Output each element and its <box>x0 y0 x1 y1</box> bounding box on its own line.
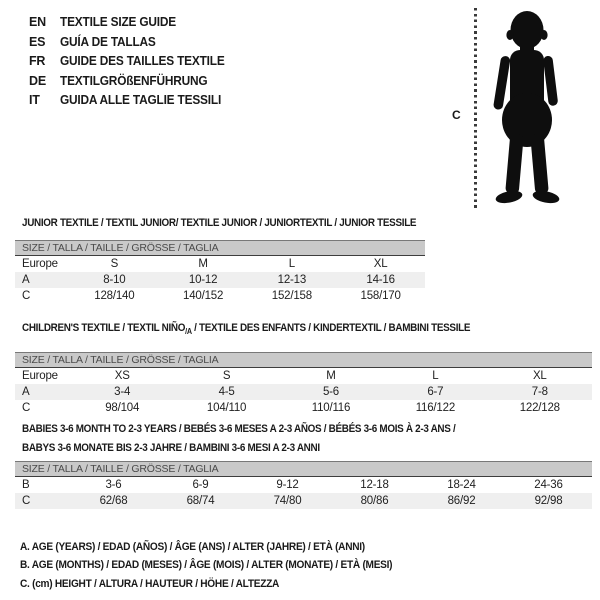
children-header-size: S <box>222 370 231 382</box>
junior-table <box>15 256 425 304</box>
row-label: B <box>22 479 30 491</box>
language-code: IT <box>29 93 40 107</box>
language-label: GUIDA ALLE TAGLIE TESSILI <box>60 93 222 107</box>
language-code: EN <box>29 15 46 29</box>
baby-silhouette-icon <box>483 7 573 209</box>
months-value: 24-36 <box>534 479 563 491</box>
language-code: DE <box>29 73 46 88</box>
junior-size-bar: SIZE / TALLA / TAILLE / GRÖSSE / TAGLIA <box>15 240 425 256</box>
babies-title-line1: BABIES 3-6 MONTH TO 2-3 YEARS / BEBÉS 3-6 MESES A 2-3 AÑOS / BÉBÉS 3-6 MOIS À 2-3 ANS / <box>22 423 456 435</box>
height-value: 80/86 <box>331 493 418 509</box>
row-label: C <box>22 402 31 414</box>
language-title-block <box>29 13 233 111</box>
language-code: FR <box>29 54 46 68</box>
footnote-height: C. (cm) HEIGHT / ALTURA / HAUTEUR / HÖHE / ALTEZZA <box>20 577 280 590</box>
children-header-size: XL <box>532 370 547 382</box>
babies-row-height <box>15 493 592 509</box>
language-row-de <box>29 72 233 92</box>
children-section-title <box>22 319 470 342</box>
babies-title-line2: BABYS 3-6 MONATE BIS 2-3 JAHRE / BAMBINI 3-6 MESI A 2-3 ANNI <box>22 441 320 454</box>
junior-header-size: S <box>110 258 119 270</box>
junior-section-title: JUNIOR TEXTILE / TEXTIL JUNIOR/ TEXTILE JUNIOR / JUNIORTEXTIL / JUNIOR TESSILE <box>22 217 417 229</box>
height-value: 62/68 <box>70 493 157 509</box>
babies-size-bar: SIZE / TALLA / TAILLE / GRÖSSE / TAGLIA <box>15 461 592 477</box>
children-title-pre: CHILDREN'S TEXTILE / TEXTIL NIÑO <box>22 322 186 334</box>
children-row-height <box>15 400 592 416</box>
months-value: 6-9 <box>192 479 209 491</box>
language-row-es <box>29 33 233 53</box>
children-size-table <box>15 352 592 416</box>
height-measure-label: C <box>452 108 461 122</box>
height-value: 152/158 <box>271 290 312 302</box>
row-label: A <box>15 272 70 288</box>
height-value: 74/80 <box>244 493 331 509</box>
age-value: 14-16 <box>336 272 425 288</box>
height-value: 98/104 <box>105 402 140 414</box>
language-label: GUIDE DES TAILLES TEXTILE <box>60 54 225 68</box>
children-header-row <box>15 368 592 384</box>
language-code: ES <box>29 34 46 49</box>
children-header-size: M <box>326 370 336 382</box>
age-value: 7-8 <box>488 384 592 400</box>
height-value: 68/74 <box>157 493 244 509</box>
junior-size-table <box>15 240 425 304</box>
children-table <box>15 368 592 416</box>
junior-header-size: M <box>198 258 208 270</box>
language-row-en <box>29 13 233 33</box>
babies-table <box>15 477 592 509</box>
months-value: 9-12 <box>276 479 299 491</box>
legend-footnotes <box>20 538 425 593</box>
language-label: TEXTILGRÖßENFÜHRUNG <box>60 73 208 88</box>
height-value: 92/98 <box>505 493 592 509</box>
height-value: 158/170 <box>360 290 401 302</box>
age-value: 5-6 <box>279 384 383 400</box>
junior-row-height <box>15 288 425 304</box>
language-row-it <box>29 91 233 111</box>
age-value: 8-10 <box>70 272 159 288</box>
babies-section-title <box>22 420 455 457</box>
junior-header-size: L <box>288 258 295 270</box>
language-label: GUÍA DE TALLAS <box>60 34 156 49</box>
children-size-bar: SIZE / TALLA / TAILLE / GRÖSSE / TAGLIA <box>15 352 592 368</box>
row-label: C <box>22 290 31 302</box>
junior-header-row <box>15 256 425 272</box>
months-value: 18-24 <box>447 479 476 491</box>
children-header-size: L <box>432 370 439 382</box>
months-value: 3-6 <box>105 479 122 491</box>
children-row-age <box>15 384 592 400</box>
height-value: 110/116 <box>311 402 351 414</box>
height-value: 140/152 <box>183 290 224 302</box>
height-measure-dotted-line <box>474 8 477 210</box>
age-value: 10-12 <box>159 272 248 288</box>
children-header-region: Europe <box>22 370 58 382</box>
row-label: C <box>15 493 70 509</box>
babies-row-months <box>15 477 592 493</box>
age-value: 3-4 <box>70 384 174 400</box>
junior-header-region: Europe <box>22 258 58 270</box>
height-value: 86/92 <box>418 493 505 509</box>
children-title-sub: /A <box>185 327 192 337</box>
height-value: 128/140 <box>94 290 135 302</box>
junior-row-age <box>15 272 425 288</box>
months-value: 12-18 <box>360 479 389 491</box>
footnote-age-years: A. AGE (YEARS) / EDAD (AÑOS) / ÂGE (ANS) / ALTER (JAHRE) / ETÀ (ANNI) <box>20 541 365 553</box>
junior-header-size: XL <box>373 258 388 270</box>
babies-size-table <box>15 461 592 509</box>
height-value: 116/122 <box>415 402 456 414</box>
children-title-post: / TEXTILE DES ENFANTS / KINDERTEXTIL / BAMBINI TESSILE <box>191 322 471 334</box>
footnote-age-months: B. AGE (MONTHS) / EDAD (MESES) / ÂGE (MOIS) / ALTER (MONATE) / ETÀ (MESI) <box>20 559 393 572</box>
language-row-fr <box>29 52 233 72</box>
children-header-size: XS <box>114 370 130 382</box>
age-value: 6-7 <box>383 384 487 400</box>
height-value: 104/110 <box>206 402 247 414</box>
age-value: 12-13 <box>248 272 337 288</box>
height-value: 122/128 <box>519 402 560 414</box>
age-value: 4-5 <box>174 384 278 400</box>
language-label: TEXTILE SIZE GUIDE <box>60 15 177 29</box>
row-label: A <box>15 384 70 400</box>
